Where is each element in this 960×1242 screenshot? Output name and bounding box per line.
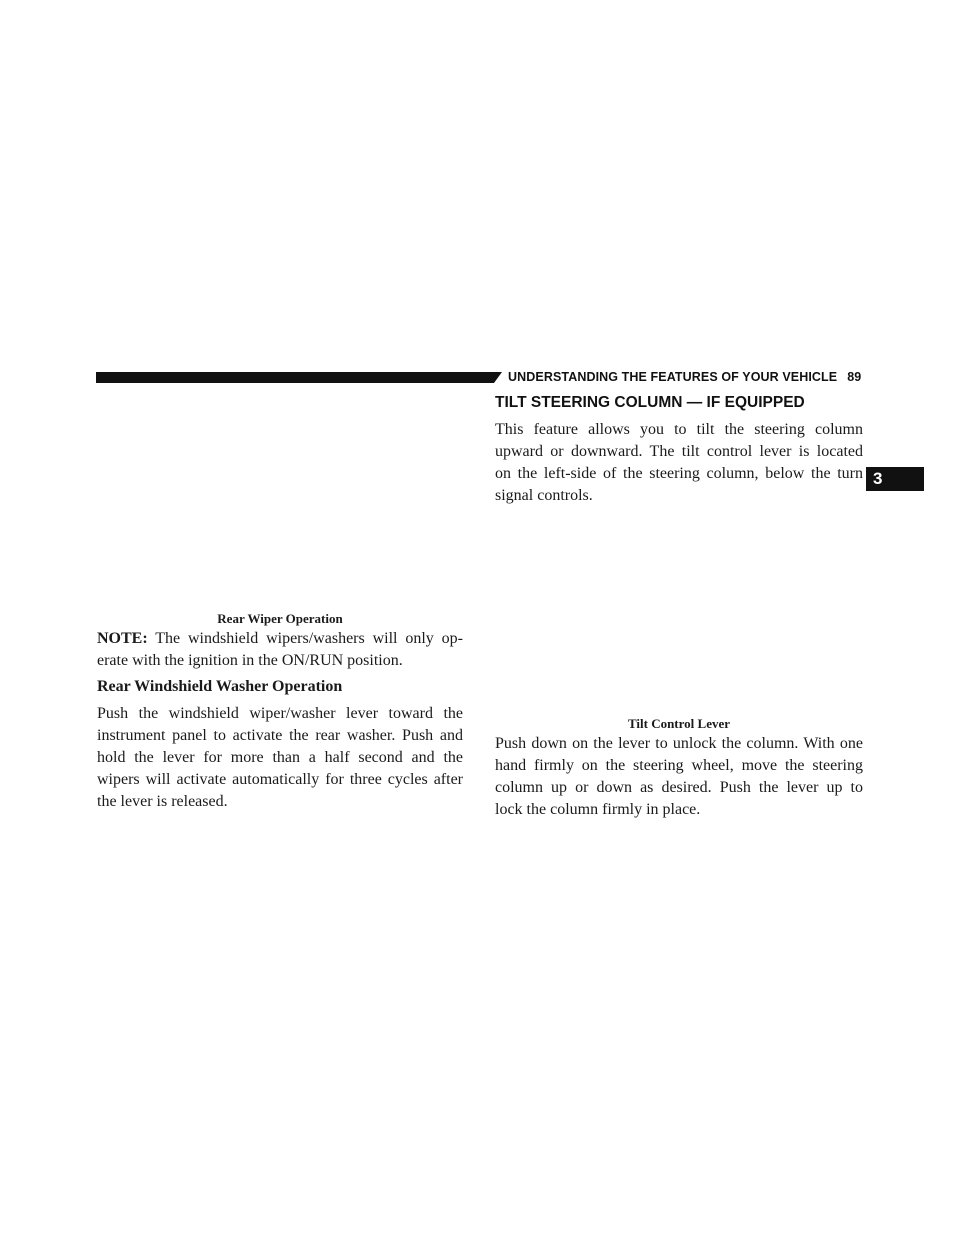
tilt-intro-paragraph (495, 419, 863, 507)
header-rule (96, 372, 494, 383)
paragraph-line: column up or down as desired. Push the lever up to (495, 779, 863, 796)
chapter-tab (866, 467, 924, 491)
paragraph-line: signal controls. (495, 487, 593, 504)
note-block (97, 628, 463, 672)
note-label: NOTE: (97, 630, 148, 647)
paragraph-line: the lever is released. (97, 793, 228, 810)
rear-washer-paragraph (97, 703, 463, 813)
header-title: UNDERSTANDING THE FEATURES OF YOUR VEHICLE (508, 370, 838, 384)
running-header (508, 370, 861, 384)
paragraph-line: Push down on the lever to unlock the column. With one (495, 735, 863, 752)
paragraph-line: Push the windshield wiper/washer lever toward the (97, 705, 463, 722)
chapter-number: 3 (873, 469, 883, 488)
rear-washer-subheading: Rear Windshield Washer Operation (97, 678, 343, 695)
paragraph-line: on the left-side of the steering column, below the turn (495, 465, 863, 482)
paragraph-line: hand firmly on the steering wheel, move the steering (495, 757, 863, 774)
paragraph-line: hold the lever for more than a half second and the (97, 749, 463, 766)
tilt-lever-figure-caption: Tilt Control Lever (627, 716, 731, 731)
paragraph-line: instrument panel to activate the rear washer. Push and (97, 727, 463, 744)
note-line: erate with the ignition in the ON/RUN position. (97, 652, 403, 669)
tilt-paragraph (495, 733, 863, 821)
paragraph-line: lock the column firmly in place. (495, 801, 701, 818)
paragraph-line: wipers will activate automatically for three cycles after (97, 771, 463, 788)
paragraph-line: This feature allows you to tilt the steering column (495, 421, 863, 438)
tilt-steering-heading: TILT STEERING COLUMN — IF EQUIPPED (495, 394, 805, 411)
paragraph-line: upward or downward. The tilt control lever is located (495, 443, 863, 460)
page-number: 89 (847, 370, 862, 384)
note-line: NOTE: The windshield wipers/washers will only op- (97, 630, 463, 647)
rear-wiper-figure-caption: Rear Wiper Operation (217, 611, 343, 626)
